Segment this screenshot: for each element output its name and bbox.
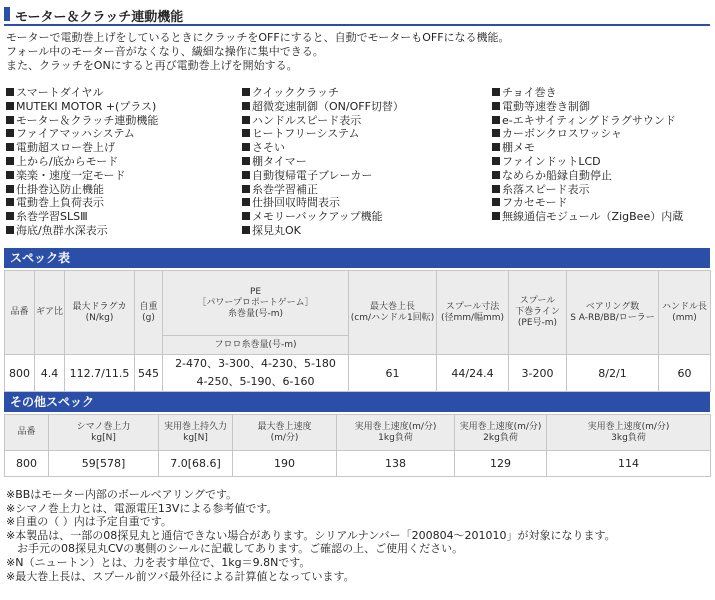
bullet-square-icon [492,171,500,179]
bullet-square-icon [6,171,14,179]
feature-label: 糸巻学習SLSⅢ [16,210,88,224]
feature-label: MUTEKI MOTOR +(プラス) [16,99,157,113]
feature-label: e-エキサイティングドラグサウンド [502,113,676,127]
feature-label: 探見丸OK [252,223,301,237]
feature-label: フカセモード [502,196,568,210]
feature-label: 電動超スロー巻上げ [16,141,115,155]
bullet-square-icon [242,171,250,179]
other-cell-maxspeed: 190 [233,451,337,477]
spec-header-downline: スプール 下巻ライン (PE号-m) [509,271,567,355]
spec-cell-handle: 60 [659,355,711,392]
feature-item [242,224,492,238]
other-header-maxspeed: 最大巻上速度 (m/分) [233,415,337,451]
feature-item [492,100,710,114]
bullet-square-icon [6,129,14,137]
spec-cell-line [163,355,349,392]
feature-item [242,114,492,128]
other-header-speed3: 実用巻上速度(m/分) 3kg負荷 [547,415,711,451]
bullet-square-icon [492,157,500,165]
bullet-square-icon [6,116,14,124]
other-header-model: 品番 [5,415,49,451]
bullet-square-icon [492,129,500,137]
note-line: お手元の08探見丸CVの裏側のシールに記載してあります。ご確認の上、ご使用ください。 [6,542,464,556]
feature-label: ハンドルスピード表示 [252,113,362,127]
spec-header-fluoro: フロロ糸巻量(号-m) [163,336,349,355]
bullet-square-icon [492,198,500,206]
other-header-endurance: 実用巻上持久力 kg[N] [159,415,233,451]
other-cell-speed3: 114 [547,451,711,477]
spec-cell-drag: 112.7/11.5 [65,355,135,392]
feature-label: 棚メモ [502,141,535,155]
spec-cell-spool: 44/24.4 [437,355,509,392]
bullet-square-icon [242,143,250,151]
feature-label: スマートダイヤル [16,86,104,99]
feature-item [242,210,492,224]
other-cell-winding: 59[578] [49,451,159,477]
spec-cell-downline: 3-200 [509,355,567,392]
feature-item [492,155,710,169]
feature-item [6,183,242,197]
feature-label: ヒートフリーシステム [252,127,360,141]
bullet-square-icon [242,226,250,234]
bullet-square-icon [242,88,250,96]
feature-item [242,86,492,100]
feature-item [242,155,492,169]
bullet-square-icon [6,157,14,165]
bullet-square-icon [6,88,14,96]
spec-cell-model: 800 [5,355,35,392]
feature-label: 棚タイマー [252,154,307,168]
bullet-square-icon [242,198,250,206]
spec-cell-retrieve: 61 [349,355,437,392]
other-header-speed2: 実用巻上速度(m/分) 2kg負荷 [455,415,547,451]
feature-item [6,127,242,141]
spec-table [4,270,711,392]
other-spec-heading: その他スペック [4,392,710,412]
bullet-square-icon [492,143,500,151]
feature-item [6,141,242,155]
feature-label: 無線通信モジュール（ZigBee）内蔵 [502,210,684,224]
feature-label: カーボンクロスワッシャ [502,127,623,141]
feature-label: さそい [252,141,285,155]
spec-cell-gear: 4.4 [35,355,65,392]
feature-item [242,196,492,210]
feature-item [6,169,242,183]
spec-cell-pe: 2-470、3-300、4-230、5-180 [175,357,336,370]
feature-label: 上から/底からモード [16,154,119,168]
bullet-square-icon [492,212,500,220]
feature-label: 糸巻学習補正 [252,182,318,196]
other-header-speed1: 実用巻上速度(m/分) 1kg負荷 [337,415,455,451]
spec-header-gear: ギア比 [35,271,65,355]
bullet-square-icon [492,116,500,124]
spec-header-bearing: ベアリング数 S A-RB/BB/ローラー [567,271,659,355]
feature-label: 楽楽・速度一定モード [16,168,126,182]
other-cell-speed1: 138 [337,451,455,477]
feature-item [242,183,492,197]
bullet-square-icon [6,143,14,151]
feature-item [492,86,710,100]
feature-item [242,141,492,155]
feature-label: なめらか船縁自動停止 [502,168,612,182]
section-title [4,4,710,26]
spec-header-weight: 自重 (g) [135,271,163,355]
bullet-square-icon [242,102,250,110]
feature-label: ファイアマッハシステム [16,127,135,141]
spec-cell-bearing: 8/2/1 [567,355,659,392]
spec-header-model: 品番 [5,271,35,355]
feature-label: 糸落スピード表示 [502,182,590,196]
feature-item [6,100,242,114]
spec-cell-fluoro: 4-250、5-190、6-160 [196,375,315,388]
feature-item [492,224,710,238]
bullet-square-icon [242,185,250,193]
bullet-square-icon [492,102,500,110]
feature-item [492,114,710,128]
bullet-square-icon [6,185,14,193]
feature-item [6,86,242,100]
feature-item [492,141,710,155]
feature-label: 電動巻上負荷表示 [16,196,104,210]
spec-header-drag: 最大ドラグカ (N/kg) [65,271,135,355]
feature-label: クイッククラッチ [252,86,340,99]
bullet-square-icon [242,157,250,165]
bullet-square-icon [6,102,14,110]
bullet-square-icon [242,212,250,220]
spec-heading: スペック表 [4,248,710,268]
note-line: ※最大巻上長は、スプール前ツバ最外径による計算値となっています。 [6,569,355,583]
other-header-winding: シマノ巻上力 kg[N] [49,415,159,451]
feature-item [492,183,710,197]
feature-label: モーター＆クラッチ連動機能 [16,113,159,127]
feature-item [6,196,242,210]
other-spec-table [4,414,711,477]
feature-item [492,210,710,224]
feature-item [492,196,710,210]
feature-item [242,169,492,183]
bullet-square-icon [242,129,250,137]
feature-item [6,210,242,224]
spec-cell-weight: 545 [135,355,163,392]
feature-item [6,114,242,128]
feature-item [492,127,710,141]
feature-list [6,86,710,238]
bullet-square-icon [492,88,500,96]
feature-label: ファインドットLCD [502,154,601,168]
feature-label: 海底/魚群水深表示 [16,223,108,237]
spec-header-handle: ハンドル長 (mm) [659,271,711,355]
spec-header-spool: スプール寸法 (径mm/幅mm) [437,271,509,355]
title-marker [4,7,10,21]
bullet-square-icon [492,185,500,193]
feature-label: 超微変速制御（ON/OFF切替） [252,99,404,113]
feature-item [6,224,242,238]
feature-label: 仕掛回収時間表示 [252,196,340,210]
note-line: ※シマノ巻上力とは、電源電圧13Vによる参考値です。 [6,501,278,515]
feature-label: メモリーバックアップ機能 [252,210,383,224]
spec-header-retrieve: 最大巻上長 (cm/ハンドル1回転) [349,271,437,355]
page-title: モーター＆クラッチ連動機能 [15,10,184,25]
feature-item [6,155,242,169]
feature-label: チョイ巻き [502,86,557,99]
bullet-square-icon [6,226,14,234]
intro-line: フォール中のモーター音がなくなり、繊細な操作に集中できる。 [6,45,324,58]
spec-header-pe: PE ［パワープロポートゲーム］ 糸巻量(号-m) [163,271,349,336]
notes [6,488,711,583]
other-cell-model: 800 [5,451,49,477]
feature-label: 仕掛巻込防止機能 [16,182,104,196]
intro-line: また、クラッチをONにすると再び電動巻上げを開始する。 [6,59,298,72]
note-line: ※自重の（ ）内は予定自重です。 [6,515,172,529]
intro-line: モーターで電動巻上げをしているときにクラッチをOFFにすると、自動でモーターもOFFになる機能。 [6,31,510,44]
feature-item [242,100,492,114]
note-line: ※BBはモーター内部のボールベアリングです。 [6,488,238,501]
feature-label: 電動等速巻き制御 [502,99,590,113]
bullet-square-icon [242,116,250,124]
note-line: ※N（ニュートン）とは、力を表す単位で、1kg＝9.8Nです。 [6,555,311,569]
other-cell-endurance: 7.0[68.6] [159,451,233,477]
other-cell-speed2: 129 [455,451,547,477]
feature-item [492,169,710,183]
note-line: ※本製品は、一部の08探見丸と通信できない場合があります。シリアルナンバー「200804～201010」が対象になります。 [6,528,616,542]
bullet-square-icon [6,198,14,206]
feature-item [242,127,492,141]
bullet-square-icon [6,212,14,220]
feature-label: 自動復帰電子ブレーカー [252,168,373,182]
intro-text [6,31,706,73]
